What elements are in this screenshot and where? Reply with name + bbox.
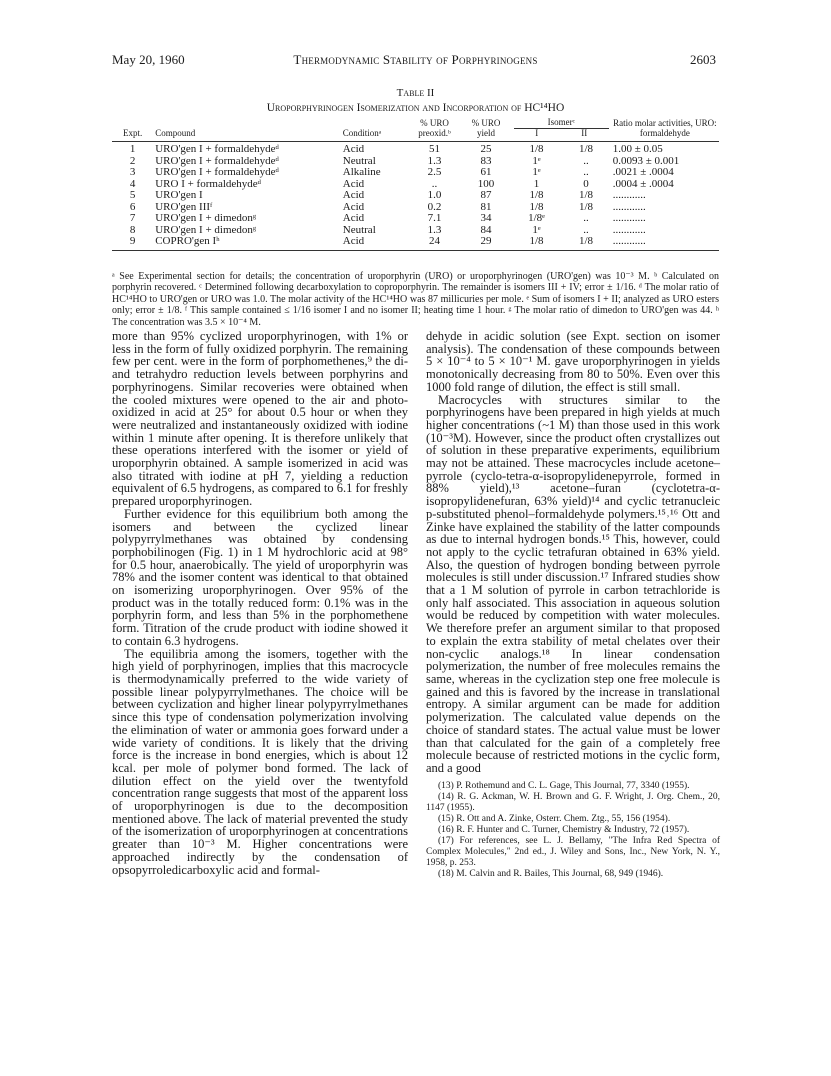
- cell-condition: Acid: [342, 177, 365, 190]
- cell-preoxid: 2.5: [427, 166, 442, 178]
- cell-compound: URO'gen I + formaldehydeᵈ: [155, 143, 279, 155]
- left-paragraph-2: Further evidence for this equilibrium both among the isomers and between the cyclized linear polypyrrylmethanes was obtained by condensing porphobilinogen (Fig. 1) in 1 M hydrochloric acid at 98° for 0.5 hour, anaerobically. The yield of uroporphyrin was 78% and the isomer content was identical to that obtained on isomerizing uroporphyrinogen. Over 95% of the product was in the totally reduced form: 0.1% was in the porphyrin form, and less than 5% in the porphomethene form. Titration of the crude product with iodine showed it to contain 6.3 hydrogens.: [112, 506, 408, 648]
- cell-expt: 3: [129, 166, 136, 178]
- cell-preoxid: 1.3: [427, 223, 442, 236]
- left-column: [112, 330, 408, 876]
- cell-yield: 100: [477, 177, 495, 190]
- cell-expt: 8: [129, 223, 136, 236]
- cell-yield: 61: [480, 166, 492, 178]
- cell-isomer-ii: 1/8: [578, 143, 594, 155]
- cell-ratio: ............: [612, 200, 646, 213]
- reference-17: (17) For references, see L. J. Bellamy, "The Infra Red Spectra of Complex Molecules," 2nd ed., J. Wiley and Sons, Inc., New York, N. Y., 1958, p. 253.: [426, 835, 720, 868]
- cell-isomer-i: 1: [533, 177, 540, 190]
- cell-condition: Alkaline: [342, 166, 381, 178]
- cell-isomer-ii: ..: [583, 154, 589, 167]
- cell-yield: 84: [480, 223, 492, 236]
- cell-ratio: ............: [612, 212, 646, 224]
- col-header-isomer-ii: II: [581, 127, 588, 138]
- cell-yield: 83: [480, 154, 492, 167]
- cell-expt: 5: [129, 189, 136, 201]
- right-paragraph-2: Macrocycles with structures similar to the porphyrinogens have been prepared in high yields at much higher concentrations (~1 M) than those used in this work (10⁻³M). However, since the product often crystallizes out of solution in these preparative experiments, equilibrium may not be attained. These macrocycles include acetone–pyrrole (cyclo-tetra-α-isopropylidenepyrrole, formed in 88% yield),¹³ acetone–furan (cyclotetra-α-isopropylidenefuran, 63% yield)¹⁴ and cyclic tetranucleic p-substituted phenol–formaldehyde polymers.¹⁵˒¹⁶ Ott and Zinke have explained the stability of the latter compounds as due to internal hydrogen bonds.¹⁵ This, however, could not apply to the cyclic tetrafuran obtained in 63% yield. Also, the question of hydrogen bonding between pyrrole molecules is still under discussion.¹⁷ Infrared studies show that a 1 M solution of pyrrole in carbon tetrachloride is only half associated. This association in aqueous solution would be reduced by competition with water molecules. We therefore prefer an argument similar to that proposed to explain the extra stability of metal chelates over their non-cyclic analogs.¹⁸ In linear condensation polymerization, the number of free molecules remains the same, whereas in the cyclization step one free molecule is gained and this is favored by the increase in translational entropy. A similar argument can be made for addition polymerization. The calculated value depends on the choice of standard states. The actual value must be lower than that calculated for the gain of a completely free molecule because of restricted motions in the cyclic form, and a good: [426, 392, 720, 775]
- col-header-expt: Expt.: [112, 118, 153, 142]
- cell-preoxid: 24: [409, 236, 461, 250]
- cell-condition: Acid: [342, 189, 365, 201]
- table-caption: Uroporphyrinogen Isomerization and Incorporation of HC¹⁴HO: [266, 102, 565, 114]
- cell-compound: URO'gen I: [155, 189, 203, 201]
- cell-expt: 9: [112, 236, 153, 250]
- table-row: [112, 213, 719, 225]
- cell-condition: Neutral: [342, 154, 376, 167]
- reference-13: (13) P. Rothemund and C. L. Gage, This Journal, 77, 3340 (1955).: [438, 780, 690, 791]
- col-header-condition: Conditionᵃ: [341, 118, 409, 142]
- cell-isomer-ii: ..: [583, 212, 589, 224]
- cell-ratio: 0.0093 ± 0.001: [612, 154, 680, 167]
- cell-ratio: ............: [612, 189, 646, 201]
- cell-expt: 4: [129, 177, 136, 190]
- cell-isomer-i: 1/8: [529, 200, 544, 213]
- cell-isomer-i: 1ᵉ: [532, 154, 541, 167]
- table-footnotes: ᵃ See Experimental section for details; the concentration of uroporphyrin (URO) or uroporphyrinogen (URO'gen) was 10⁻³ M. ᵇ Calculated on porphyrin recovered. ᶜ Determined following decarboxylation to coproporphyrin. The remainder is isomers III + IV; error ± 1/16. ᵈ The molar ratio of HC¹⁴HO to URO'gen or URO was 1.0. The molar activity of the HC¹⁴HO was 87 millicuries per mole. ᵉ Sum of isomers I + II; analyzed as URO esters only; error ± 1/8. ᶠ This sample contained ≤ 1/16 isomer I and no isomer II; heating time 1 hour. ᵍ The molar ratio of dimedon to URO'gen was 44. ʰ The concentration was 3.5 × 10⁻⁴ M.: [112, 271, 719, 328]
- cell-yield: 87: [480, 189, 492, 201]
- cell-yield: 34: [480, 212, 492, 224]
- cell-isomer-ii: 1/8: [561, 236, 610, 250]
- left-paragraph-3: The equilibria among the isomers, together with the high yield of porphyrinogen, implies that this macrocycle is thermodynamically preferred to the wide variety of possible linear polypyrrylmethanes. The choice will be between cyclization and higher linear polypyrrylmethanes since this type of condensation polymerization involving the elimination of water or ammonia goes forward under a wide variety of conditions. It is likely that the driving force is the increase in bond energies, which is about 12 kcal. per mole of polymer bond formed. The lack of dilution effect on the yield over the twentyfold concentration range suggests that most of the apparent loss of uroporphyrinogen is due to the decomposition mentioned above. The lack of material prevented the study of the isomerization of uroporphyrinogen at concentrations greater than 10⁻³ M. Higher concentrations were approached indirectly by the condensation of opsopyrroledicarboxylic acid and formal-: [112, 646, 408, 877]
- col-header-ratio: Ratio molar activities, URO: formaldehyde: [611, 118, 719, 142]
- cell-compound: COPRO'gen Iʰ: [153, 236, 341, 250]
- cell-ratio: ............: [612, 223, 646, 236]
- reference-16: (16) R. F. Hunter and C. Turner, Chemistry & Industry, 72 (1957).: [438, 824, 690, 835]
- col-header-compound: Compound: [153, 118, 341, 142]
- references: [426, 781, 720, 880]
- cell-compound: URO'gen I + dimedonᵍ: [155, 212, 257, 224]
- cell-yield: 29: [460, 236, 512, 250]
- cell-isomer-ii: 0: [583, 177, 589, 190]
- col-header-yield: % URO yield: [460, 118, 512, 142]
- reference-15: (15) R. Ott and A. Zinke, Osterr. Chem. Ztg., 55, 156 (1954).: [438, 813, 671, 824]
- cell-preoxid: 7.1: [427, 212, 442, 224]
- table-label: Table II: [396, 87, 435, 99]
- table-row: [112, 236, 719, 250]
- right-column: [426, 330, 720, 880]
- cell-isomer-i: 1/8: [529, 143, 544, 155]
- cell-preoxid: 1.3: [427, 154, 442, 167]
- cell-condition: Acid: [342, 200, 365, 213]
- cell-ratio: 1.00 ± 0.05: [612, 143, 663, 155]
- col-header-preoxid: % URO preoxid.ᵇ: [409, 118, 461, 142]
- cell-compound: URO'gen IIIᶠ: [155, 200, 213, 213]
- table-body: [112, 142, 719, 251]
- cell-preoxid: 51: [429, 143, 441, 155]
- cell-yield: 25: [480, 143, 492, 155]
- cell-compound: URO'gen I + formaldehydeᵈ: [155, 166, 279, 178]
- left-paragraph-1: more than 95% cyclized uroporphyrinogen, with 1% or less in the form of fully oxidized porphyrin. The remaining few per cent. were in the form of porphomethenes,⁹ the di- and tetrahydro reduction levels between porphyrins and porphyrinogens. Similar recoveries were obtained when the cooled mixtures were opened to the air and photo-oxidized in acid at 25° for about 0.5 hour or when they were neutralized and instantaneously oxidized with iodine within 1 minute after opening. It is therefore unlikely that these operations interfered with the isomer or yield of uroporphyrin obtained. A sample isomerized in acid was also titrated with iodine at pH 7, yielding a reduction equivalent of 6.5 hydrogens, as compared to 6.1 for freshly prepared uroporphyrinogen.: [112, 329, 408, 509]
- table-row: [112, 142, 719, 156]
- cell-preoxid: 0.2: [427, 200, 442, 213]
- cell-isomer-ii: ..: [583, 223, 589, 236]
- cell-condition: Neutral: [342, 223, 376, 236]
- running-title: Thermodynamic Stability of Porphyrinogens: [293, 52, 538, 67]
- cell-ratio: .0004 ± .0004: [612, 177, 674, 190]
- right-paragraph-1: dehyde in acidic solution (see Expt. section on isomer analysis). The condensation of these compounds between 5 × 10⁻⁴ to 5 × 10⁻¹ M. gave uroporphyrinogen in yields monotonically decreasing from 80 to 50%. Even over this 1000 fold range of dilution, the effect is still small.: [426, 329, 720, 394]
- table-row: [112, 167, 719, 179]
- cell-condition: Acid: [342, 143, 365, 155]
- cell-isomer-ii: 1/8: [578, 189, 594, 201]
- cell-preoxid: 1.0: [427, 189, 442, 201]
- cell-condition: Acid: [342, 212, 365, 224]
- col-header-isomer-i: I: [535, 127, 539, 138]
- cell-isomer-ii: 1/8: [578, 200, 594, 213]
- cell-compound: URO'gen I + dimedonᵍ: [155, 223, 257, 236]
- table-row: [112, 190, 719, 202]
- page-number: 2603: [690, 52, 716, 67]
- isomer-group-label: Isomerᶜ: [514, 118, 609, 129]
- page-date: May 20, 1960: [112, 52, 185, 67]
- cell-isomer-i: 1ᵉ: [532, 166, 541, 178]
- cell-yield: 81: [480, 200, 492, 213]
- isomerization-table: [112, 118, 719, 251]
- cell-isomer-i: 1/8: [512, 236, 561, 250]
- cell-compound: URO I + formaldehydeᵈ: [155, 177, 262, 190]
- cell-ratio: ............: [611, 236, 719, 250]
- reference-18: (18) M. Calvin and R. Bailes, This Journal, 68, 949 (1946).: [438, 868, 664, 879]
- cell-expt: 7: [129, 212, 136, 224]
- cell-isomer-i: 1/8ᵉ: [528, 212, 545, 224]
- col-header-isomer: [512, 118, 611, 142]
- cell-compound: URO'gen I + formaldehydeᵈ: [155, 154, 279, 167]
- cell-expt: 6: [129, 200, 136, 213]
- cell-ratio: .0021 ± .0004: [612, 166, 674, 178]
- cell-isomer-i: 1ᵉ: [532, 223, 541, 236]
- cell-isomer-i: 1/8: [529, 189, 544, 201]
- cell-expt: 2: [129, 154, 136, 167]
- cell-expt: 1: [129, 143, 136, 155]
- cell-isomer-ii: ..: [583, 166, 589, 178]
- cell-preoxid: ..: [431, 177, 438, 190]
- reference-14: (14) R. G. Ackman, W. H. Brown and G. F. Wright, J. Org. Chem., 20, 1147 (1955).: [426, 791, 720, 813]
- cell-condition: Acid: [341, 236, 409, 250]
